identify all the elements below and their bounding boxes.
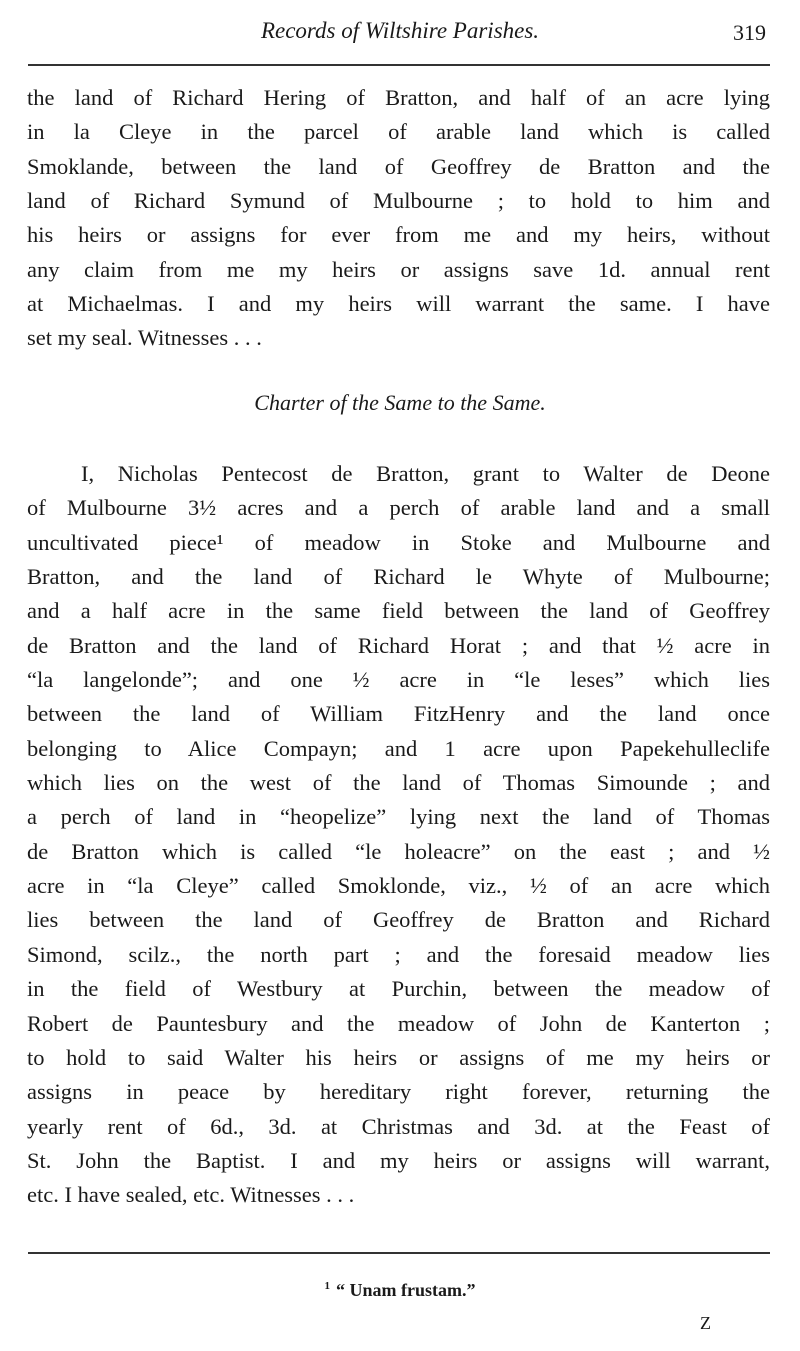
footnote-marker: 1 bbox=[324, 1280, 330, 1292]
text-line: etc. I have sealed, etc. Witnesses . . . bbox=[27, 1182, 355, 1208]
text-line: de Bratton which is called “le holeacre” on the east ; and ½ bbox=[27, 838, 770, 864]
signature-mark: Z bbox=[700, 1313, 711, 1333]
text-line: of Mulbourne 3½ acres and a perch of arable land and a small bbox=[27, 495, 770, 521]
text-line: in the field of Westbury at Purchin, between the meadow of bbox=[27, 976, 770, 1002]
text-line: Smoklande, between the land of Geoffrey de Bratton and the bbox=[27, 153, 770, 179]
text-line: and a half acre in the same field between the land of Geoffrey bbox=[27, 598, 770, 624]
text-line: his heirs or assigns for ever from me and my heirs, without bbox=[27, 222, 770, 248]
text-line: yearly rent of 6d., 3d. at Christmas and 3d. at the Feast of bbox=[27, 1113, 770, 1139]
text-line: uncultivated piece¹ of meadow in Stoke and Mulbourne and bbox=[27, 529, 770, 555]
text-line: de Bratton and the land of Richard Horat ; and that ½ acre in bbox=[27, 632, 770, 658]
text-line: at Michaelmas. I and my heirs will warrant the same. I have bbox=[27, 291, 770, 317]
text-line: belonging to Alice Compayn; and 1 acre upon Papekehulleclife bbox=[27, 735, 770, 761]
text-line: Bratton, and the land of Richard le Whyte of Mulbourne; bbox=[27, 564, 770, 590]
paragraph-1 bbox=[27, 81, 770, 356]
text-line: set my seal. Witnesses . . . bbox=[27, 325, 262, 351]
text-line: between the land of William FitzHenry and the land once bbox=[27, 701, 770, 727]
text-line: in la Cleye in the parcel of arable land which is called bbox=[27, 119, 770, 145]
footnote-text: “ Unam frustam.” bbox=[336, 1280, 476, 1300]
text-line: Robert de Pauntesbury and the meadow of John de Kanterton ; bbox=[27, 1010, 770, 1036]
footnote bbox=[0, 1280, 800, 1301]
text-line: any claim from me my heirs or assigns save 1d. annual rent bbox=[27, 256, 770, 282]
section-heading: Charter of the Same to the Same. bbox=[254, 390, 546, 415]
text-line: land of Richard Symund of Mulbourne ; to hold to him and bbox=[27, 188, 770, 214]
text-line: acre in “la Cleye” called Smoklonde, viz., ½ of an acre which bbox=[27, 873, 770, 899]
text-line: a perch of land in “heopelize” lying next the land of Thomas bbox=[27, 804, 770, 830]
footnote-rule bbox=[28, 1252, 770, 1254]
text-line: “la langelonde”; and one ½ acre in “le leses” which lies bbox=[27, 667, 770, 693]
text-line: lies between the land of Geoffrey de Bratton and Richard bbox=[27, 907, 770, 933]
text-line: to hold to said Walter his heirs or assigns of me my heirs or bbox=[27, 1044, 770, 1070]
running-title: Records of Wiltshire Parishes. bbox=[260, 18, 540, 43]
paragraph-2 bbox=[27, 457, 770, 1213]
text-line: assigns in peace by hereditary right forever, returning the bbox=[27, 1079, 770, 1105]
text-line: Simond, scilz., the north part ; and the foresaid meadow lies bbox=[27, 941, 770, 967]
text-line: I, Nicholas Pentecost de Bratton, grant to Walter de Deone bbox=[81, 461, 770, 486]
text-line: which lies on the west of the land of Thomas Simounde ; and bbox=[27, 770, 770, 796]
text-line: St. John the Baptist. I and my heirs or assigns will warrant, bbox=[27, 1147, 770, 1173]
header-rule bbox=[28, 64, 770, 66]
text-line: the land of Richard Hering of Bratton, and half of an acre lying bbox=[27, 85, 770, 110]
page-number: 319 bbox=[733, 20, 766, 45]
